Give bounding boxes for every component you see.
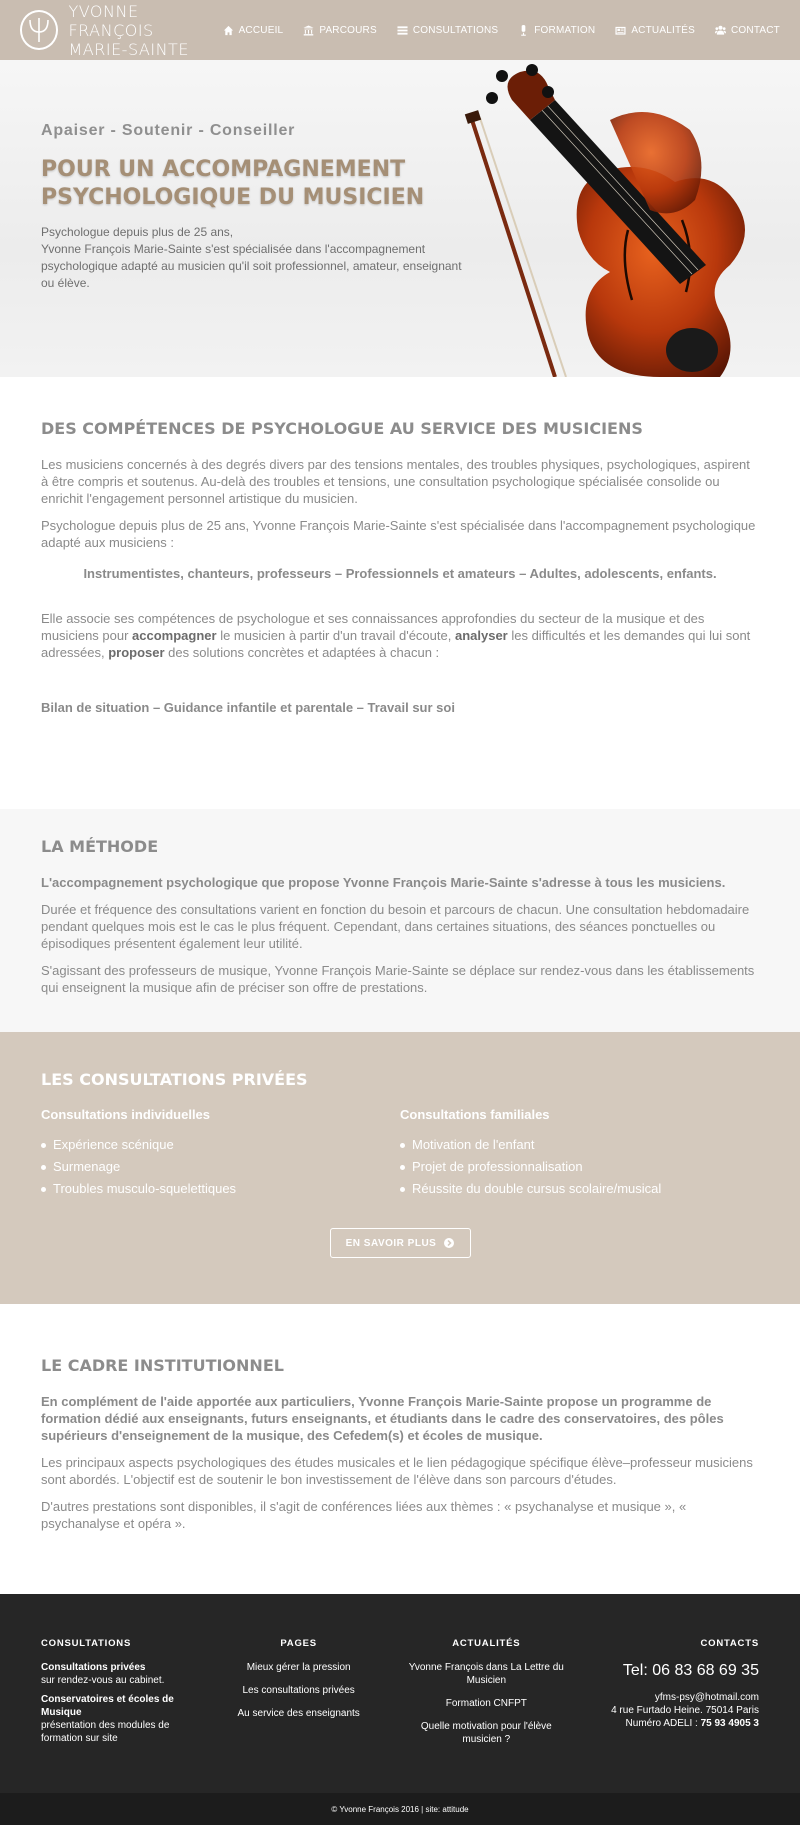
list-item: Motivation de l'enfant	[400, 1134, 759, 1156]
en-savoir-plus-label: EN SAVOIR PLUS	[345, 1237, 437, 1249]
brand-line-2: MARIE-SAINTE	[68, 39, 189, 59]
footer-page-link[interactable]: Au service des enseignants	[237, 1708, 360, 1719]
competences-paragraph-1: Les musiciens concernés à des degrés divers par des tensions mentales, des troubles physiques, psychologiques, aspirent à être compris et soutenus. Au-delà des troubles et tensions, une consultation psychologique spécialisée consolide ou enrichit l'engagement personnel artistique du musicien.	[41, 457, 750, 506]
competences-paragraph-2: Psychologue depuis plus de 25 ans, Yvonne François Marie-Sainte s'est spécialisée dans l'accompagnement psychologique adapté aux musiciens :	[41, 518, 756, 550]
hero-title	[41, 156, 466, 212]
nav-actualites-label: ACTUALITÉS	[631, 24, 695, 36]
footer-news-link[interactable]: Quelle motivation pour l'élève musicien ?	[420, 1721, 552, 1745]
brand-line-1: YVONNE FRANÇOIS	[68, 1, 154, 40]
family-title: Consultations familiales	[400, 1107, 550, 1122]
consultations-title: LES CONSULTATIONS PRIVÉES	[41, 1070, 308, 1089]
family-list	[400, 1134, 759, 1200]
list-item: Réussite du double cursus scolaire/musical	[400, 1178, 759, 1200]
nav-parcours-label: PARCOURS	[319, 24, 377, 36]
consultations-columns	[41, 1107, 759, 1200]
nav-accueil[interactable]	[223, 25, 284, 36]
footer-private-block	[41, 1661, 191, 1687]
main-nav	[223, 25, 780, 36]
footer-phone[interactable]: Tel: 06 83 68 69 35	[622, 1662, 759, 1679]
nav-contact-label: CONTACT	[731, 24, 780, 36]
nav-parcours[interactable]	[303, 25, 377, 36]
nav-consultations-label: CONSULTATIONS	[412, 24, 499, 36]
individual-title: Consultations individuelles	[41, 1107, 211, 1122]
list-item: Troubles musculo-squelettiques	[41, 1178, 400, 1200]
list-icon	[397, 25, 408, 36]
adeli-label: Numéro ADELI :	[625, 1718, 701, 1729]
footer-page-link[interactable]: Mieux gérer la pression	[246, 1662, 351, 1673]
list-item: Expérience scénique	[41, 1134, 400, 1156]
footer-actualites-title: ACTUALITÉS	[452, 1638, 521, 1649]
p3-proposer: proposer	[108, 645, 165, 660]
copyright-bar	[0, 1793, 800, 1825]
p3-part-e: les difficultés et les demandes qui lui sont adressées,	[41, 628, 751, 660]
footer-link-private[interactable]: Consultations privées	[41, 1662, 146, 1673]
arrow-circle-right-icon	[444, 1238, 454, 1248]
copyright-text: © Yvonne François 2016 | site: attitude	[331, 1804, 469, 1814]
footer-news-link[interactable]: Yvonne François dans La Lettre du Musicien	[408, 1662, 564, 1686]
nav-formation[interactable]	[518, 25, 595, 36]
hero-text	[41, 122, 466, 292]
footer-schools-text: présentation des modules de formation sur site	[41, 1720, 170, 1744]
methode-title: LA MÉTHODE	[41, 837, 159, 856]
hero-tagline: Apaiser - Soutenir - Conseiller	[41, 122, 296, 139]
p3-part-c: le musicien à partir d'un travail d'écoute,	[216, 628, 455, 643]
footer-pages	[224, 1638, 374, 1793]
cadre-paragraph-1: Les principaux aspects psychologiques des études musicales et le lien pédagogique spécifique élève–professeur musiciens sont abordés. L'objectif est de soutenir le bon investissement de l'élève dans son parcours d'études.	[41, 1455, 753, 1487]
newspaper-icon	[615, 25, 626, 36]
institution-icon	[303, 25, 314, 36]
competences-paragraph-3	[41, 610, 759, 661]
consultations-section	[0, 1032, 800, 1304]
footer-address: 4 rue Furtado Heine. 75014 Paris	[611, 1705, 759, 1716]
footer-news-link[interactable]: Formation CNFPT	[445, 1698, 527, 1709]
methode-lead: L'accompagnement psychologique que propose Yvonne François Marie-Sainte s'adresse à tous les musiciens.	[41, 875, 726, 890]
psi-logo-icon[interactable]	[20, 10, 58, 50]
p3-part-g: des solutions concrètes et adaptées à chacun :	[164, 645, 440, 660]
hero-title-line-1: POUR UN ACCOMPAGNEMENT	[41, 157, 406, 182]
users-icon	[715, 25, 726, 36]
footer-private-text: sur rendez-vous au cabinet.	[41, 1675, 165, 1686]
cadre-section	[0, 1304, 800, 1594]
hero-banner	[0, 60, 800, 377]
hero-desc-line-2: Yvonne François Marie-Sainte s'est spécialisée dans l'accompagnement psychologique adapté au musicien qu'il soit professionnel, amateur, enseignant ou élève.	[41, 242, 462, 290]
methode-paragraph-2: S'agissant des professeurs de musique, Yvonne François Marie-Sainte se déplace sur rendez-vous dans les établissements qui enseignent la musique afin de préciser son offre de prestations.	[41, 963, 755, 995]
nav-contact[interactable]	[715, 25, 780, 36]
footer-link-schools[interactable]: Conservatoires et écoles de Musique	[41, 1694, 174, 1718]
footer-consultations-title: CONSULTATIONS	[41, 1638, 132, 1649]
p3-accompagner: accompagner	[132, 628, 217, 643]
nav-formation-label: FORMATION	[534, 24, 596, 36]
methode-section	[0, 809, 800, 1032]
methode-paragraph-1: Durée et fréquence des consultations varient en fonction du besoin et parcours de chacun. Une consultation hebdomadaire pendant quelques mois est le cas le plus fréquent. Cependant, dans certaines situations, des séances ponctuelles ou épisodiques présentent également leur utilité.	[41, 902, 750, 951]
footer-page-link[interactable]: Les consultations privées	[242, 1685, 355, 1696]
audience-line: Instrumentistes, chanteurs, professeurs – Professionnels et amateurs – Adultes, adolescents, enfants.	[83, 566, 717, 581]
footer-schools-block	[41, 1693, 191, 1745]
competences-title: DES COMPÉTENCES DE PSYCHOLOGUE AU SERVICE DES MUSICIENS	[41, 419, 643, 438]
footer-contacts	[599, 1638, 759, 1793]
nav-actualites[interactable]	[615, 25, 695, 36]
brand-name[interactable]	[68, 2, 222, 59]
hero-title-line-2: PSYCHOLOGIQUE DU MUSICIEN	[41, 185, 425, 210]
p3-analyser: analyser	[454, 628, 508, 643]
footer-actualites	[406, 1638, 566, 1793]
site-header	[0, 0, 800, 60]
site-footer	[0, 1594, 800, 1793]
individual-list	[41, 1134, 400, 1200]
hero-description	[41, 224, 466, 292]
violin-image	[460, 60, 800, 377]
en-savoir-plus-button[interactable]	[330, 1228, 471, 1258]
nav-accueil-label: ACCUEIL	[238, 24, 284, 36]
list-item: Surmenage	[41, 1156, 400, 1178]
family-column	[400, 1107, 759, 1200]
footer-adeli	[599, 1717, 759, 1730]
footer-email[interactable]: yfms-psy@hotmail.com	[654, 1692, 759, 1703]
brand[interactable]	[20, 2, 223, 59]
microphone-icon	[518, 25, 529, 36]
list-item: Projet de professionnalisation	[400, 1156, 759, 1178]
competences-section	[0, 377, 800, 809]
home-icon	[223, 25, 234, 36]
footer-contacts-title: CONTACTS	[700, 1638, 759, 1649]
hero-desc-line-1: Psychologue depuis plus de 25 ans,	[41, 225, 234, 239]
cadre-lead: En complément de l'aide apportée aux particuliers, Yvonne François Marie-Sainte propose un programme de formation dédié aux enseignants, futurs enseignants, et étudiants dans le cadre des conservatoires, des pôles supérieurs d'enseignement de la musique, des Cefedem(s) et écoles de musique.	[41, 1394, 724, 1443]
individual-column	[41, 1107, 400, 1200]
footer-consultations	[41, 1638, 191, 1793]
adeli-value: 75 93 4905 3	[700, 1718, 759, 1729]
nav-consultations[interactable]	[397, 25, 498, 36]
cadre-title: LE CADRE INSTITUTIONNEL	[41, 1356, 284, 1375]
p3-part-a: Elle associe ses compétences de psychologue et ses connaissances approfondies du secteur de la musique et des musiciens pour	[41, 611, 705, 643]
footer-pages-title: PAGES	[280, 1638, 317, 1649]
cadre-paragraph-2: D'autres prestations sont disponibles, il s'agit de conférences liées aux thèmes : « psychanalyse et musique », « psychanalyse et opéra ».	[41, 1499, 687, 1531]
services-line: Bilan de situation – Guidance infantile et parentale – Travail sur soi	[41, 700, 455, 715]
